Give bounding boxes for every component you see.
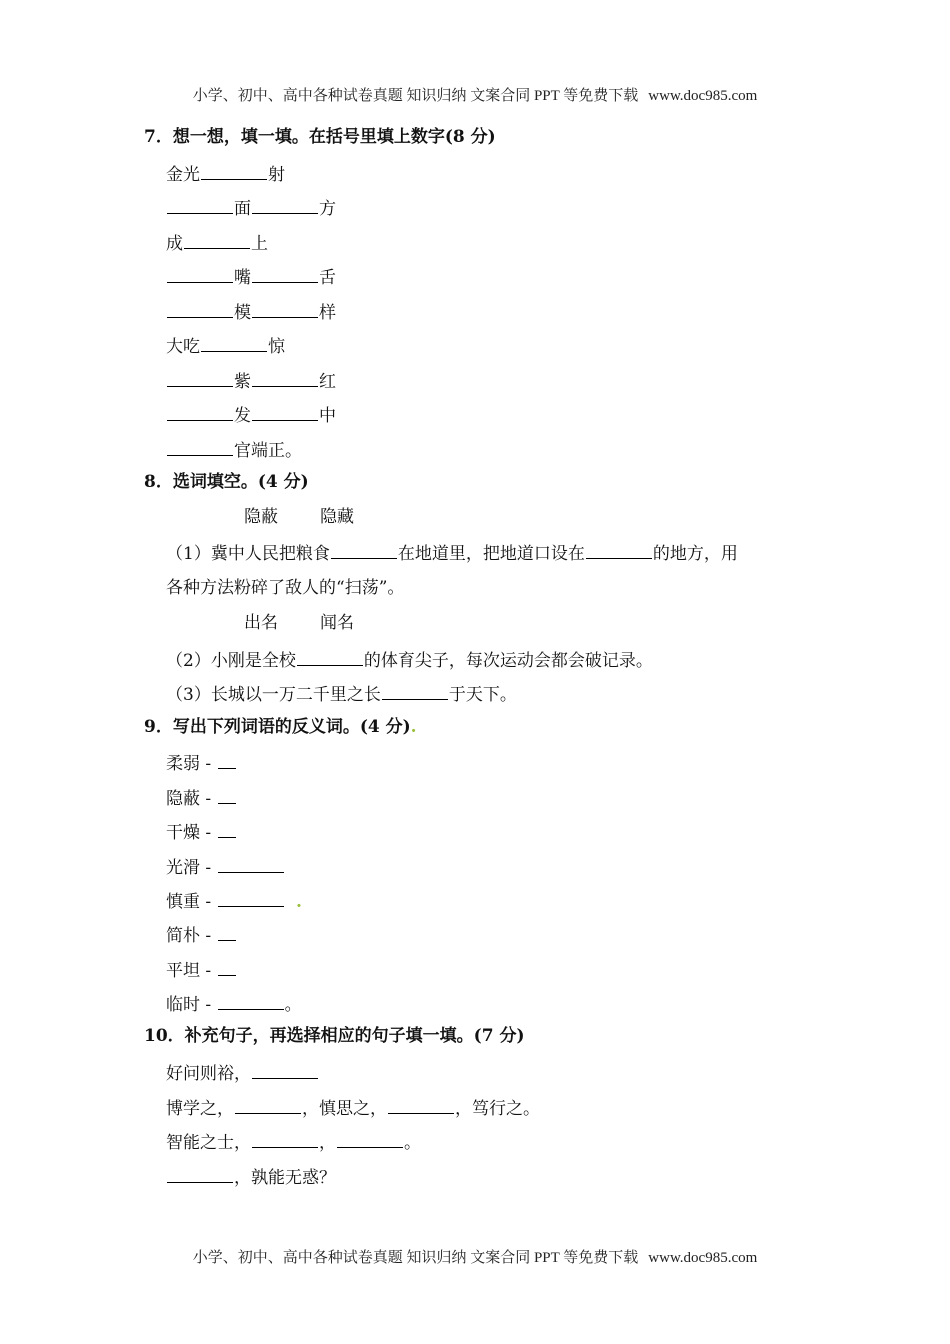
header-url[interactable]: www.doc985.com (648, 88, 758, 104)
q10-line-1: 好问则裕， (166, 1060, 319, 1085)
answer-blank[interactable] (586, 540, 652, 559)
green-dot: . (295, 892, 302, 912)
q9-item-5: 慎重 - . (166, 888, 302, 913)
answer-blank[interactable] (252, 368, 318, 387)
q8-option-1a: 隐蔽 (244, 507, 278, 527)
answer-blank[interactable] (218, 991, 284, 1010)
answer-blank[interactable] (297, 647, 363, 666)
q8-sentence-3: （3）长城以一万二千里之长 于天下。 (166, 681, 517, 706)
q7-item-7: 紫 红 (166, 368, 336, 393)
answer-blank[interactable] (201, 161, 267, 180)
answer-blank[interactable] (331, 540, 397, 559)
q7-item-3: 成 上 (166, 230, 268, 255)
answer-blank[interactable] (167, 368, 233, 387)
green-dot: . (410, 717, 417, 737)
answer-blank[interactable] (382, 681, 448, 700)
q8-sentence-1-cont: 各种方法粉碎了敌人的“扫荡”。 (166, 578, 405, 598)
question-7-title: 7．想一想，填一填。在括号里填上数字(8 分) (144, 127, 496, 147)
answer-blank[interactable] (167, 437, 233, 456)
q9-item-2: 隐蔽 - (166, 785, 237, 810)
q7-item-5: 模 样 (166, 299, 336, 324)
q8-option-2b: 闻名 (320, 613, 354, 633)
answer-blank[interactable] (252, 264, 318, 283)
answer-blank[interactable] (218, 785, 236, 804)
q8-sentence-1: （1）冀中人民把粮食 在地道里，把地道口设在 的地方，用 (166, 540, 738, 565)
answer-blank[interactable] (235, 1095, 301, 1114)
q8-option-2a: 出名 (244, 613, 278, 633)
answer-blank[interactable] (252, 402, 318, 421)
answer-blank[interactable] (167, 1164, 233, 1183)
q7-item-2: 面 方 (166, 195, 336, 220)
page-footer (0, 1246, 950, 1267)
q10-line-4: ，孰能无惑？ (166, 1164, 336, 1189)
footer-url[interactable]: www.doc985.com (648, 1250, 758, 1266)
question-9-title: 9．写出下列词语的反义词。(4 分). (144, 717, 417, 737)
q9-item-3: 干燥 - (166, 819, 237, 844)
q7-item-1: 金光 射 (166, 161, 285, 186)
answer-blank[interactable] (252, 299, 318, 318)
q9-item-1: 柔弱 - (166, 750, 237, 775)
question-8-title: 8．选词填空。(4 分) (144, 472, 309, 492)
answer-blank[interactable] (184, 230, 250, 249)
answer-blank[interactable] (218, 888, 284, 907)
q10-line-3: 智能之士， ， 。 (166, 1129, 421, 1154)
answer-blank[interactable] (201, 333, 267, 352)
q7-item-4: 嘴 舌 (166, 264, 336, 289)
q9-item-4: 光滑 - (166, 854, 285, 879)
q7-item-8: 发 中 (166, 402, 336, 427)
answer-blank[interactable] (218, 854, 284, 873)
answer-blank[interactable] (252, 1060, 318, 1079)
header-text: 小学、初中、高中各种试卷真题 知识归纳 文案合同 PPT 等免费下载 (192, 88, 639, 104)
answer-blank[interactable] (252, 1129, 318, 1148)
q8-option-1b: 隐藏 (320, 507, 354, 527)
page-header (0, 84, 950, 105)
q10-line-2: 博学之， ，慎思之， ，笃行之。 (166, 1095, 540, 1120)
q9-item-7: 平坦 - (166, 957, 237, 982)
answer-blank[interactable] (167, 195, 233, 214)
answer-blank[interactable] (167, 402, 233, 421)
answer-blank[interactable] (218, 957, 236, 976)
q8-sentence-2: （2）小刚是全校 的体育尖子，每次运动会都会破记录。 (166, 647, 653, 672)
q9-item-6: 简朴 - (166, 922, 237, 947)
answer-blank[interactable] (388, 1095, 454, 1114)
answer-blank[interactable] (252, 195, 318, 214)
answer-blank[interactable] (167, 299, 233, 318)
footer-text: 小学、初中、高中各种试卷真题 知识归纳 文案合同 PPT 等免费下载 (192, 1250, 639, 1266)
q7-item-9: 官端正。 (166, 437, 302, 462)
q7-item-6: 大吃 惊 (166, 333, 285, 358)
question-10-title: 10．补充句子，再选择相应的句子填一填。(7 分) (144, 1026, 525, 1046)
answer-blank[interactable] (218, 922, 236, 941)
answer-blank[interactable] (218, 750, 236, 769)
q9-item-8: 临时 - 。 (166, 991, 302, 1016)
answer-blank[interactable] (167, 264, 233, 283)
answer-blank[interactable] (218, 819, 236, 838)
answer-blank[interactable] (337, 1129, 403, 1148)
